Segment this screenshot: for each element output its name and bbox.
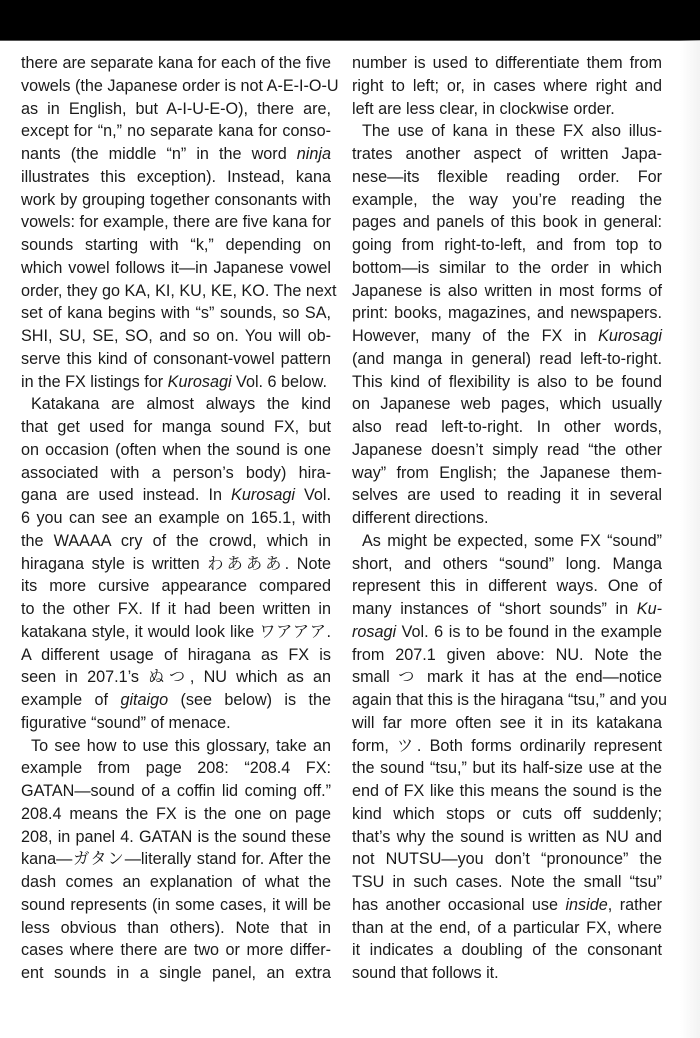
text-segment: Vol. <box>294 486 331 505</box>
text-segment: example of <box>21 691 121 709</box>
text-line <box>21 712 331 735</box>
text-line <box>21 939 331 962</box>
text-line <box>352 644 662 667</box>
text-segment: sound that follows it. <box>352 964 499 982</box>
text-segment: than at the end, of a particular FX, where <box>352 918 662 937</box>
text-segment: (and manga in general) read left-to-right. <box>352 349 662 368</box>
italic-text: Kurosagi <box>167 372 232 391</box>
text-line <box>352 894 662 917</box>
text-segment: short, and others “sound” long. Manga <box>352 554 662 573</box>
text-line <box>21 803 331 826</box>
text-segment: A different usage of hiragana as FX is <box>21 645 331 664</box>
text-line <box>352 621 662 644</box>
text-line <box>352 507 662 530</box>
text-segment: Japanese doesn’t simply read “the other <box>352 440 662 459</box>
text-segment: cases where there are two or more differ- <box>21 941 331 960</box>
text-line <box>21 666 331 689</box>
text-line <box>352 553 662 576</box>
text-segment: to the other FX. If it had been written in <box>21 600 331 618</box>
text-line <box>21 257 331 280</box>
text-segment: that get used for manga sound FX, but <box>21 418 331 436</box>
text-segment: that’s why the sound is written as NU and <box>352 827 662 846</box>
text-line <box>352 712 662 735</box>
text-segment: left are less clear, in clockwise order. <box>352 99 615 118</box>
text-segment: seen in 207.1’s ぬつ, NU which as an <box>21 668 331 687</box>
italic-text: Ku- <box>636 600 662 618</box>
text-line <box>21 575 331 598</box>
text-line <box>352 780 662 803</box>
text-line <box>352 735 662 758</box>
text-line <box>21 280 337 303</box>
text-segment: pages and panels of this book in general: <box>352 213 662 232</box>
text-line <box>21 553 331 576</box>
text-line <box>21 189 331 212</box>
text-segment: order, they go KA, KI, KU, KE, KO. The next <box>21 281 337 300</box>
text-line <box>352 848 662 871</box>
text-line <box>21 735 331 758</box>
text-segment: GATAN—sound of a coffin lid coming off.” <box>21 782 331 800</box>
text-segment: right to left; or, in cases where right and <box>352 76 662 95</box>
text-segment: from 207.1 given above: NU. Note the <box>352 645 662 664</box>
text-segment: kind which stops or cuts off suddenly; <box>352 804 662 823</box>
text-line <box>352 462 662 485</box>
text-segment: in the FX listings for <box>21 372 168 391</box>
text-line <box>352 280 662 303</box>
text-line <box>352 189 662 212</box>
text-line <box>21 826 331 849</box>
text-line <box>21 894 331 917</box>
text-line <box>21 917 331 940</box>
text-line <box>352 302 662 325</box>
text-segment: bottom—is similar to the order in which <box>352 258 662 277</box>
text-segment: the WAAAA cry of the crowd, which in <box>21 531 331 550</box>
text-line <box>21 52 331 75</box>
text-line <box>352 826 662 849</box>
text-segment: Japanese is also written in most forms of <box>352 281 662 300</box>
text-line <box>21 393 331 416</box>
text-segment: which vowel follows it—in Japanese vowel <box>21 258 331 277</box>
text-segment: example, the way you’re reading the <box>352 190 662 209</box>
text-line <box>352 871 662 894</box>
text-segment: number is used to differentiate them from <box>352 54 662 72</box>
text-line <box>352 371 662 394</box>
text-line <box>352 257 662 280</box>
text-line <box>21 120 331 143</box>
text-segment: many instances of “short sounds” in <box>352 600 637 618</box>
text-segment: Katakana are almost always the kind <box>31 395 331 414</box>
text-segment: As might be expected, some FX “sound” <box>362 531 662 550</box>
text-line <box>21 416 331 439</box>
text-segment: not NUTSU—you don’t “pronounce” the <box>352 850 662 869</box>
text-segment: 208, in panel 4. GATAN is the sound these <box>21 827 331 846</box>
text-line <box>21 211 331 234</box>
right-text-column <box>352 52 667 985</box>
text-segment: will far more often see it in its katakana <box>352 713 662 732</box>
text-segment: vowels: for example, there are five kana for <box>21 213 331 232</box>
text-line <box>21 484 331 507</box>
text-line <box>352 393 662 416</box>
text-segment: TSU in such cases. Note the small “tsu” <box>352 873 662 891</box>
text-line <box>21 234 331 257</box>
left-text-column <box>21 52 339 985</box>
text-segment: nese—its flexible reading order. For <box>352 167 662 186</box>
text-segment: form, ツ. Both forms ordinarily represent <box>352 736 662 755</box>
text-line <box>21 848 331 871</box>
text-segment: katakana style, it would look like ワアアア. <box>21 622 331 641</box>
text-line <box>352 666 662 689</box>
text-line <box>352 348 662 371</box>
text-line <box>21 757 331 780</box>
text-segment: less obvious than others). Note that in <box>21 918 331 937</box>
text-segment: SHI, SU, SE, SO, and so on. You will ob- <box>21 327 331 345</box>
text-line <box>21 371 331 394</box>
text-segment: the sound “tsu,” but its half-size use at the <box>352 759 662 778</box>
text-line <box>21 143 331 166</box>
text-segment: way” from English; the Japanese them- <box>352 463 662 482</box>
italic-text: ninja <box>296 145 331 163</box>
page-header-bar <box>0 0 700 41</box>
text-segment: again that this is the hiragana “tsu,” and you <box>352 691 667 709</box>
text-segment: trates another aspect of written Japa- <box>352 145 662 163</box>
text-line <box>21 621 331 644</box>
text-line <box>352 962 662 985</box>
text-line <box>352 166 662 189</box>
text-line <box>352 484 662 507</box>
italic-text: rosagi <box>352 622 397 641</box>
text-segment: on Japanese web pages, which usually <box>352 395 662 414</box>
text-segment: also read left-to-right. In other words, <box>352 418 662 436</box>
text-segment: small つ mark it has at the end—notice <box>352 668 662 687</box>
page-edge-shading <box>680 40 700 1038</box>
text-segment: as in English, but A-I-U-E-O), there are, <box>21 99 331 118</box>
text-segment: The use of kana in these FX also illus- <box>362 122 662 141</box>
text-line <box>21 462 331 485</box>
text-segment: sounds starting with “k,” depending on <box>21 236 331 254</box>
text-segment: on occasion (often when the sound is one <box>21 440 331 459</box>
text-segment: However, many of the FX in <box>352 327 599 345</box>
text-segment: 6 you can see an example on 165.1, with <box>21 509 331 527</box>
text-line <box>352 598 662 621</box>
italic-text: Kurosagi <box>231 486 295 505</box>
italic-text: Kurosagi <box>598 327 662 345</box>
text-segment: vowels (the Japanese order is not A-E-I-O-U <box>21 76 339 95</box>
text-line <box>21 507 331 530</box>
text-line <box>352 120 662 143</box>
text-segment: This kind of flexibility is also to be found <box>352 372 662 391</box>
text-segment: sound represents (in some cases, it will be <box>21 895 331 914</box>
italic-text: inside <box>565 895 608 914</box>
text-segment: selves are used to reading it in several <box>352 486 662 505</box>
text-line <box>21 530 331 553</box>
text-segment: there are separate kana for each of the five <box>21 54 331 72</box>
text-line <box>352 75 662 98</box>
text-line <box>21 644 331 667</box>
text-line <box>352 211 662 234</box>
text-segment: gana are used instead. In <box>21 486 232 505</box>
text-line <box>21 75 339 98</box>
text-segment: figurative “sound” of menace. <box>21 713 231 732</box>
text-line <box>352 325 662 348</box>
text-segment: associated with a person’s body) hira- <box>21 463 331 482</box>
text-line <box>352 98 662 121</box>
text-line <box>21 325 331 348</box>
text-segment: set of kana begins with “s” sounds, so SA, <box>21 304 331 323</box>
text-line <box>352 689 667 712</box>
text-line <box>352 52 662 75</box>
text-line <box>352 416 662 439</box>
text-segment: represent this in different ways. One of <box>352 577 662 596</box>
text-segment: kana—ガタン—literally stand for. After the <box>21 850 331 869</box>
text-segment: hiragana style is written わあああ. Note <box>21 554 331 573</box>
text-line <box>352 234 662 257</box>
text-line <box>21 871 331 894</box>
text-line <box>21 689 331 712</box>
text-segment: print: books, magazines, and newspapers. <box>352 304 662 323</box>
text-segment: example from page 208: “208.4 FX: <box>21 759 331 778</box>
text-segment: end of FX like this means the sound is the <box>352 782 662 800</box>
text-segment: going from right-to-left, and from top to <box>352 236 662 254</box>
text-segment: work by grouping together consonants with <box>21 190 331 209</box>
text-line <box>21 98 331 121</box>
text-line <box>21 166 331 189</box>
text-line <box>21 302 331 325</box>
text-segment: illustrates this exception). Instead, kana <box>21 167 331 186</box>
text-line <box>352 757 662 780</box>
text-segment: dash comes an explanation of what the <box>21 873 331 891</box>
text-line <box>352 939 662 962</box>
text-segment: (see below) is the <box>168 691 331 709</box>
text-line <box>21 962 331 985</box>
text-segment: ent sounds in a single panel, an extra <box>21 964 331 982</box>
text-line <box>352 803 662 826</box>
text-segment: 208.4 means the FX is the one on page <box>21 804 331 823</box>
text-segment: has another occasional use <box>352 895 566 914</box>
text-line <box>21 780 331 803</box>
text-segment: except for “n,” no separate kana for conso- <box>21 122 331 141</box>
text-line <box>352 530 662 553</box>
text-segment: serve this kind of consonant-vowel pattern <box>21 349 331 368</box>
text-segment: Vol. 6 is to be found in the example <box>396 622 662 641</box>
text-line <box>352 575 662 598</box>
text-line <box>352 917 662 940</box>
text-segment: its more cursive appearance compared <box>21 577 331 596</box>
text-segment: To see how to use this glossary, take an <box>31 736 331 755</box>
text-line <box>21 439 331 462</box>
text-segment: different directions. <box>352 509 489 527</box>
text-segment: it indicates a doubling of the consonant <box>352 941 662 960</box>
text-line <box>21 348 331 371</box>
italic-text: gitaigo <box>120 691 169 709</box>
text-line <box>21 598 331 621</box>
text-line <box>352 439 662 462</box>
text-segment: , rather <box>607 895 662 914</box>
text-segment: Vol. 6 below. <box>231 372 327 391</box>
text-segment: nants (the middle “n” in the word <box>21 145 297 163</box>
text-line <box>352 143 662 166</box>
